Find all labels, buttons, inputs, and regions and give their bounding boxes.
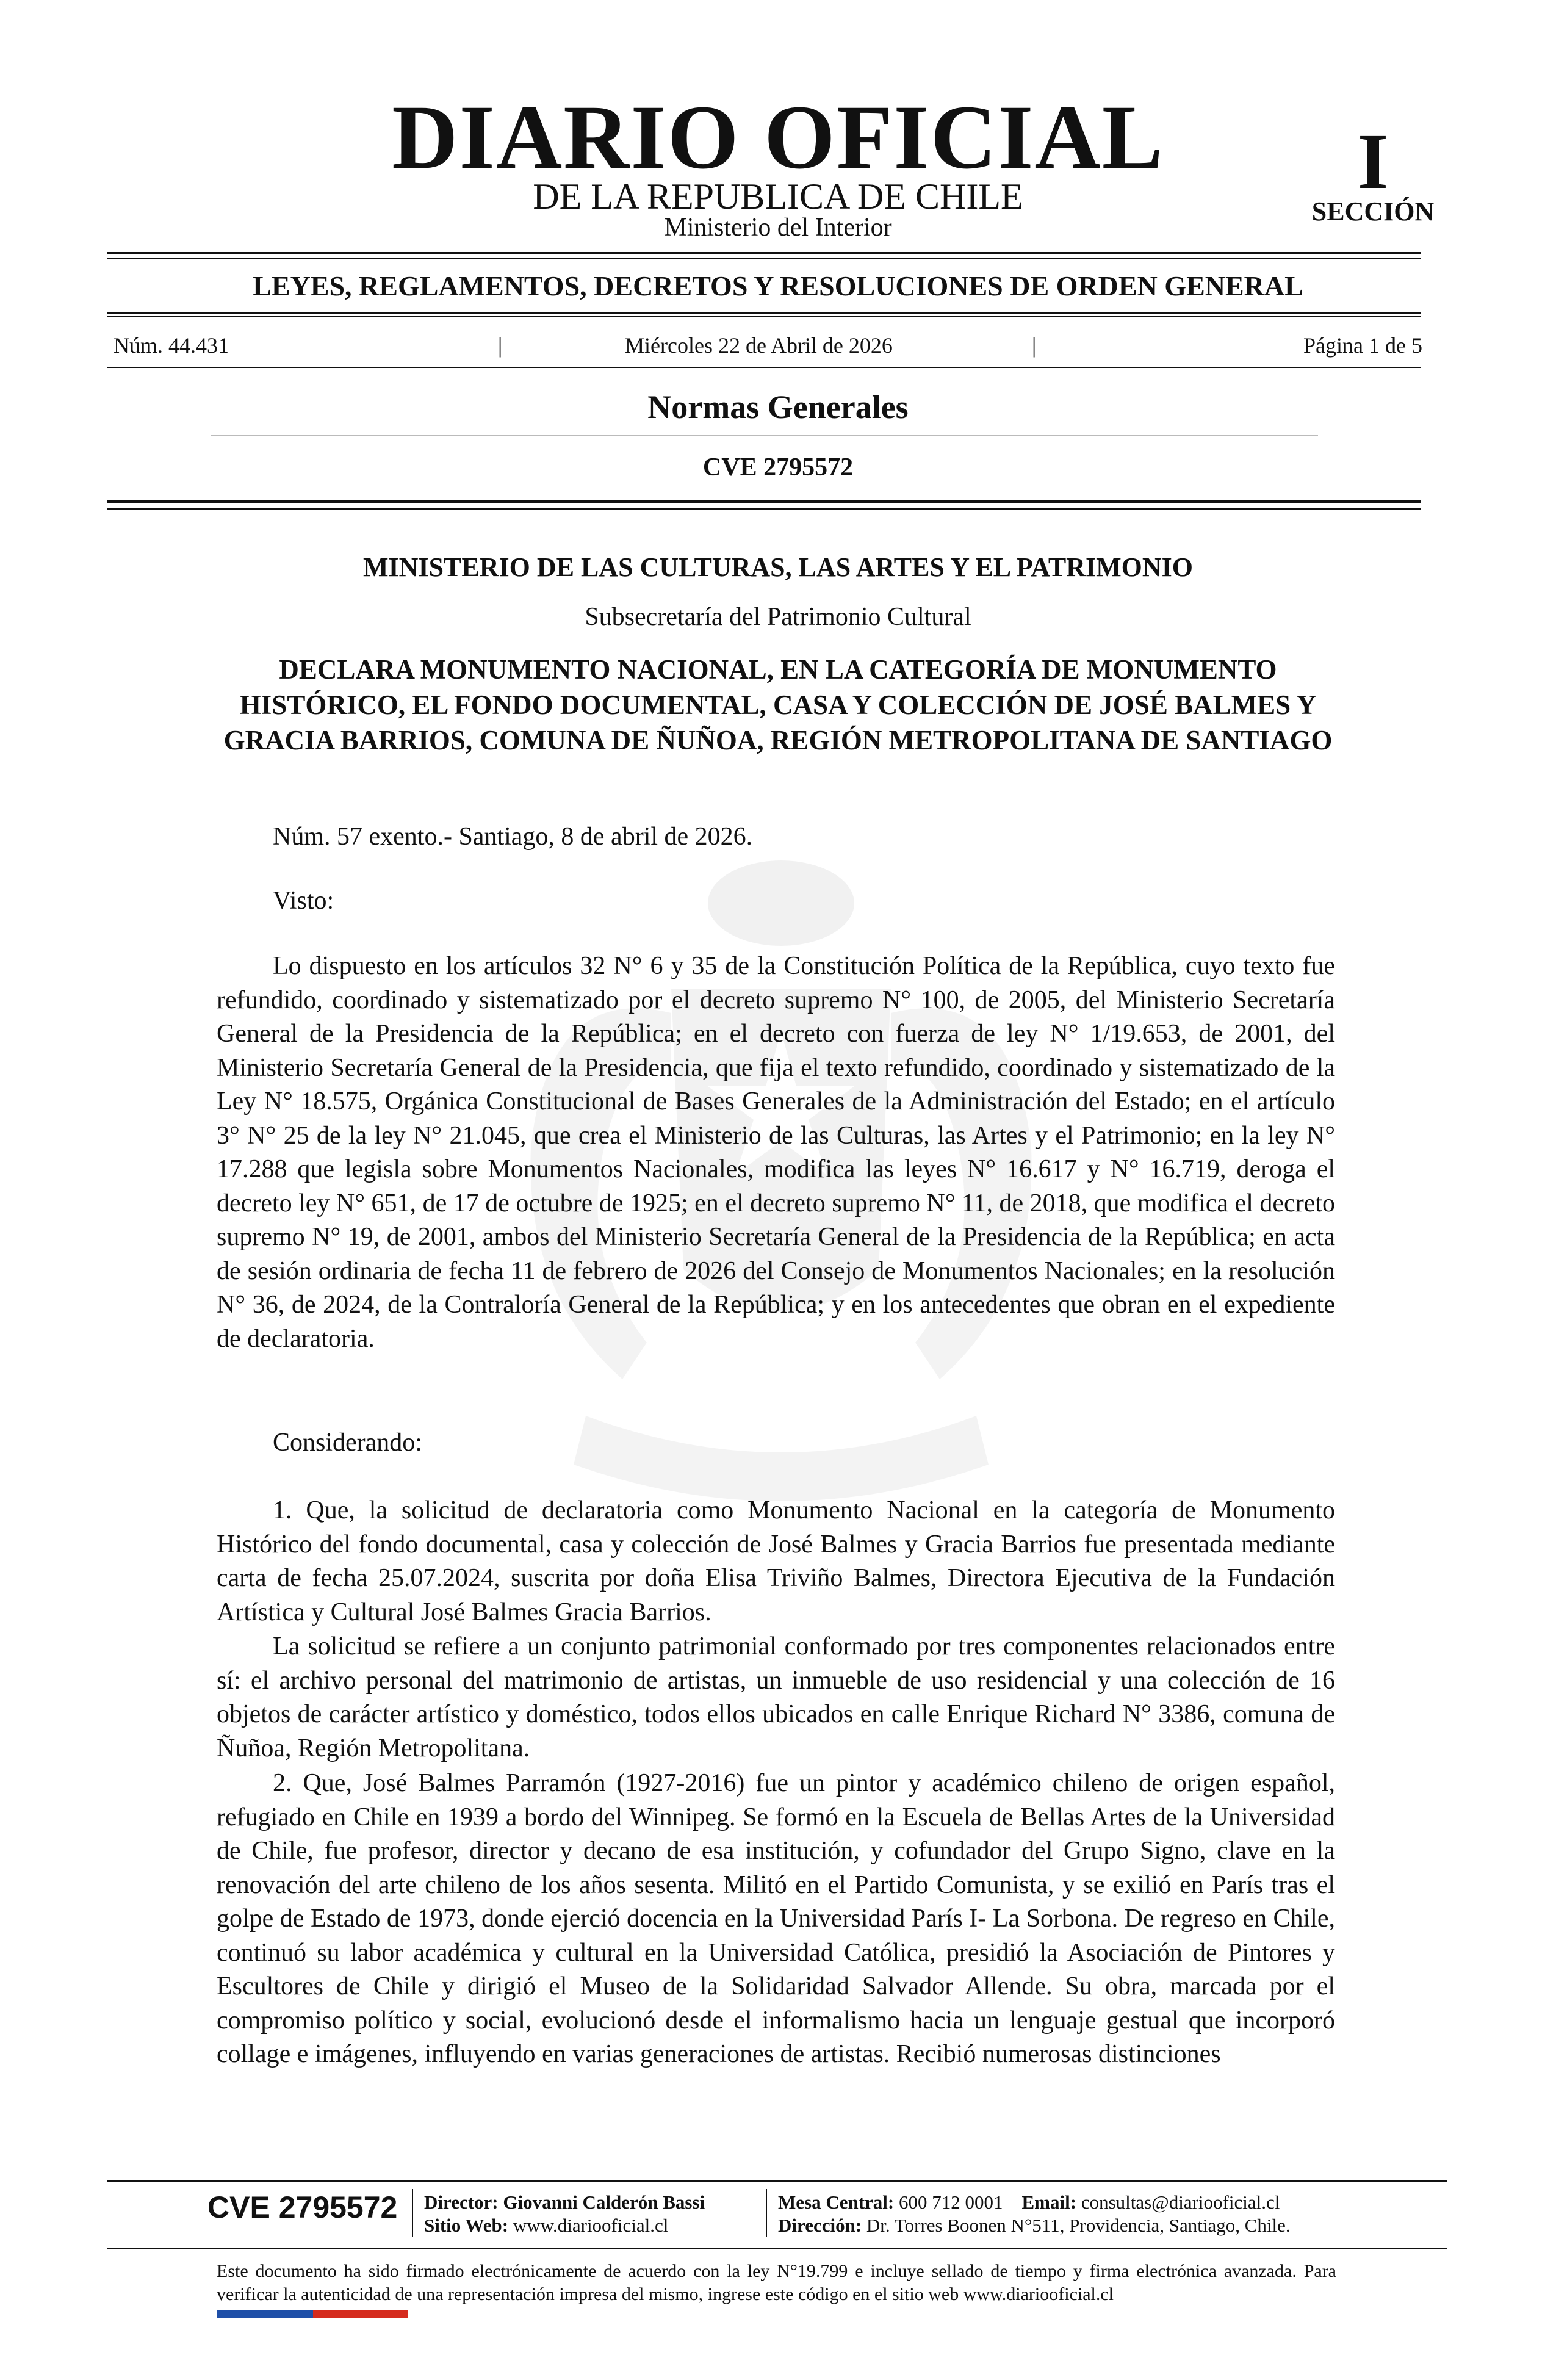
address-value: Dr. Torres Boonen N°511, Providencia, Santiago, Chile.: [866, 2215, 1291, 2236]
email-link[interactable]: consultas@diariooficial.cl: [1081, 2191, 1280, 2213]
section-label: SECCIÓN: [1311, 197, 1435, 226]
address-label: Dirección:: [778, 2215, 862, 2236]
masthead-rule-thin: [107, 258, 1421, 259]
site-label: Sitio Web:: [424, 2215, 509, 2236]
masthead-subtitle: DE LA REPUBLICA DE CHILE: [533, 176, 1023, 217]
cve-code: CVE 2795572: [702, 453, 854, 481]
decree-title: DECLARA MONUMENTO NACIONAL, EN LA CATEGORÍA DE MONUMENTO HISTÓRICO, EL FONDO DOCUMENTAL, CASA Y COLECCIÓN DE JOSÉ BALMES Y GRACIA BARRIOS, COMUNA DE ÑUÑOA, REGIÓN METROPOLITANA DE SANTIAGO: [223, 654, 1333, 755]
mesa-label: Mesa Central:: [778, 2191, 895, 2213]
considerando-label: Considerando:: [273, 1429, 422, 1457]
issue-number: Núm. 44.431: [113, 333, 229, 358]
issue-separator: |: [498, 333, 503, 358]
footer-rule: [107, 2180, 1447, 2182]
considerando-item: 1. Que, la solicitud de declaratoria como Monumento Nacional en la categoría de Monumento Histórico del fondo documental, casa y colección de José Balmes y Gracia Barrios fue presentada mediante carta de fecha 25.07.2024, suscrita por doña Elisa Triviño Balmes, Directora Ejecutiva de la Fundación Artística y Cultural José Balmes Gracia Barrios.: [217, 1496, 1335, 1626]
visto-label: Visto:: [273, 887, 334, 915]
director-label: Director:: [424, 2191, 499, 2213]
masthead-title: DIARIO OFICIAL: [392, 87, 1164, 188]
masthead-ministry: Ministerio del Interior: [664, 214, 892, 242]
banner-rule-thin: [107, 316, 1421, 317]
director-name: Giovanni Calderón Bassi: [503, 2191, 705, 2213]
visto-paragraph: Lo dispuesto en los artículos 32 N° 6 y 35 de la Constitución Política de la República, cuyo texto fue refundido, coordinado y sistematizado por el decreto supremo N° 100, de 2005, del Ministerio Secretaría General de la Presidencia de la República; en el decreto con fuerza de ley N° 1/19.653, de 2001, del Ministerio Secretaría General de la Presidencia, que fija el texto refundido, coordinado y sistematizado de la Ley N° 18.575, Orgánica Constitucional de Bases Generales de la Administración del Estado; en el artículo 3° N° 25 de la ley N° 21.045, que crea el Ministerio de las Culturas, las Artes y el Patrimonio; en la ley N° 17.288 que legisla sobre Monumentos Nacionales, modifica las leyes N° 16.617 y N° 16.719, deroga el decreto ley N° 651, de 17 de octubre de 1925; en el decreto supremo N° 11, de 2018, que modifica el decreto supremo N° 19, de 2001, ambos del Ministerio Secretaría General de la Presidencia de la República; en acta de sesión ordinaria de fecha 11 de febrero de 2026 del Consejo de Monumentos Nacionales; en la resolución N° 36, de 2024, de la Contraloría General de la República; y en los antecedentes que obran en el expediente de declaratoria.: [217, 952, 1335, 1353]
ministry-name: MINISTERIO DE LAS CULTURAS, LAS ARTES Y EL PATRIMONIO: [363, 552, 1193, 582]
footer-disclaimer: Este documento ha sido firmado electrónicamente de acuerdo con la ley N°19.799 e incluye sellado de tiempo y firma electrónica avanzada. Para verificar la autenticidad de una representación impresa del mismo, ingrese este código en el sitio web www.diariooficial.cl: [217, 2261, 1336, 2304]
site-link[interactable]: www.diariooficial.cl: [513, 2215, 669, 2236]
considerando-item: La solicitud se refiere a un conjunto patrimonial conformado por tres componentes relacionados entre sí: el archivo personal del matrimonio de artistas, un inmueble de uso residencial y una colección de 16 objetos de carácter artístico y doméstico, todos ellos ubicados en calle Enrique Richard N° 3386, comuna de Ñuñoa, Región Metropolitana.: [217, 1632, 1335, 1762]
mesa-phone: 600 712 0001: [899, 2191, 1003, 2213]
footer-contact-block: [778, 2191, 1291, 2237]
flag-stripe-blue: [217, 2310, 313, 2318]
footer-divider: [766, 2189, 767, 2237]
section-heading: Normas Generales: [647, 389, 909, 425]
decree-number: Núm. 57 exento.- Santiago, 8 de abril de 2026.: [273, 823, 753, 851]
page-indicator: Página 1 de 5: [1303, 333, 1422, 358]
footer-rule-bottom: [107, 2248, 1447, 2249]
footer-director-block: [424, 2191, 705, 2237]
masthead-rule: [107, 252, 1421, 254]
flag-stripe-red: [313, 2310, 408, 2318]
laws-banner: LEYES, REGLAMENTOS, DECRETOS Y RESOLUCIONES DE ORDEN GENERAL: [253, 270, 1303, 301]
heading-rule: [211, 435, 1318, 436]
banner-rule: [107, 312, 1421, 314]
section-numeral: I: [1357, 118, 1389, 206]
issue-rule: [107, 367, 1421, 368]
email-label: Email:: [1021, 2191, 1077, 2213]
subsecretaria: Subsecretaría del Patrimonio Cultural: [585, 603, 971, 631]
footer-cve-code: CVE 2795572: [207, 2190, 398, 2224]
heading-double-rule: [107, 500, 1421, 503]
considerando-item: 2. Que, José Balmes Parramón (1927-2016) fue un pintor y académico chileno de origen español, refugiado en Chile en 1939 a bordo del Winnipeg. Se formó en la Escuela de Bellas Artes de la Universidad de Chile, fue profesor, director y decano de esa institución, y cofundador del Grupo Signo, clave en la renovación del arte chileno de los años sesenta. Militó en el Partido Comunista, y se exilió en París tras el golpe de Estado de 1973, donde ejerció docencia en la Universidad París I- La Sorbona. De regreso en Chile, continuó su labor académica y cultural en la Universidad Católica, presidió la Asociación de Pintores y Escultores de Chile y dirigió el Museo de la Solidaridad Salvador Allende. Su obra, marcada por el compromiso político y social, evolucionó desde el informalismo hacia un lenguaje gestual que incorporó collage e imágenes, influyendo en varias generaciones de artistas. Recibió numerosas distinciones: [217, 1769, 1335, 2068]
heading-double-rule-thin: [107, 508, 1421, 510]
issue-date: Miércoles 22 de Abril de 2026: [625, 333, 893, 358]
issue-separator: |: [1032, 333, 1037, 358]
footer-divider: [412, 2189, 413, 2237]
